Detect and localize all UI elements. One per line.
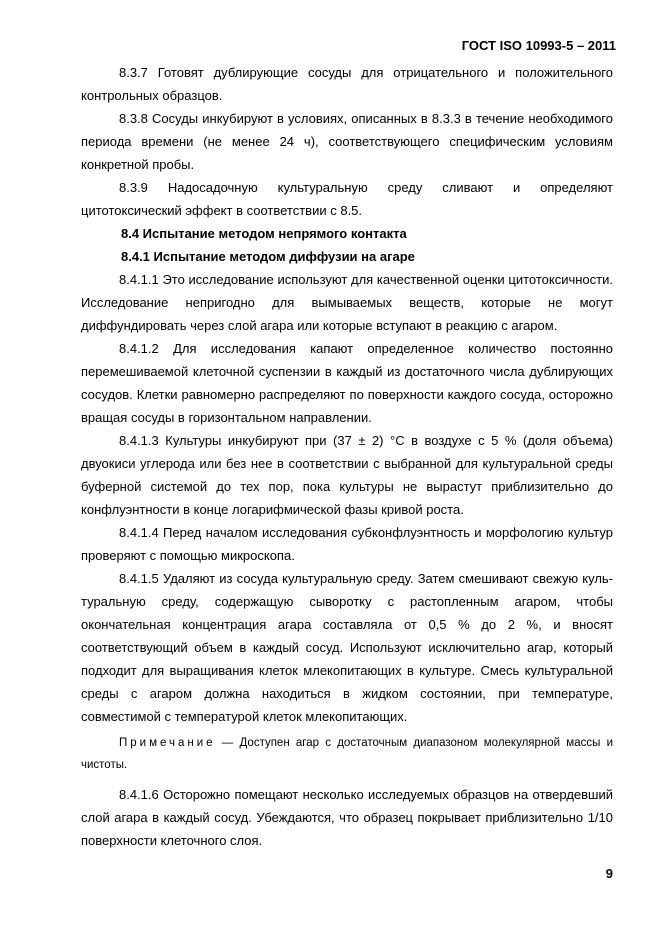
note (81, 732, 613, 776)
heading-8-4-1: 8.4.1 Испытание методом диффузии на агаре (121, 249, 415, 264)
note-text: — Доступен агар с достаточным диапазоном молекулярной массы и чистоты. (81, 737, 613, 771)
page-number: 9 (605, 866, 613, 881)
heading-8-4: 8.4 Испытание методом непрямого контакта (121, 226, 407, 241)
paragraph-8-4-1-5: 8.4.1.5 Удаляют из сосуда культуральную среду. Затем смешивают свежую куль-туральную среду, содержащую сыворотку с растопленным агаром, чтобы окончательная концентрация агара составляла от 0,5 % до 2 %, и вносят соответствующий объем в каждый сосуд. Используют исключительно агар, который подходит для выращивания клеток млекопитающих в культуре. Смесь культуральной среды с агаром должна находиться в жидком состоянии, при температуре, совместимой с температурой клеток млекопитающих. (81, 571, 613, 724)
paragraph-8-4-1-6: 8.4.1.6 Осторожно помещают несколько исследуемых образцов на отвердевший слой агара в каждый сосуд. Убеждаются, что образец покрывает приблизительно 1/10 поверхности клеточного слоя. (81, 787, 613, 848)
document-body (81, 61, 613, 852)
paragraph-8-4-1-2: 8.4.1.2 Для исследования капают определенное количество постоянно перемешиваемой клеточной суспензии в каждый из достаточного числа дублирующих сосудов. Клетки равномерно распределяют по поверхности каждого сосуда, осторожно вращая сосуды в горизонтальном направлении. (81, 341, 613, 425)
paragraph-8-3-7: 8.3.7 Готовят дублирующие сосуды для отрицательного и положительного контрольных образцов. (81, 65, 613, 103)
paragraph-8-4-1-3: 8.4.1.3 Культуры инкубируют при (37 ± 2) °С в воздухе с 5 % (доля объема) двуокиси углерода или без нее в соответствии с выбранной для культуральной среды буферной системой до тех пор, пока культуры не вырастут приблизительно до конфлуэнтности в конце логарифмической фазы кривой роста. (81, 433, 613, 517)
paragraph-8-4-1-4: 8.4.1.4 Перед началом исследования субконфлуэнтность и морфологию культур проверяют с помощью микроскопа. (81, 525, 613, 563)
document-header: ГОСТ ISO 10993-5 – 2011 (461, 38, 616, 53)
paragraph-8-4-1-1: 8.4.1.1 Это исследование используют для качественной оценки цитотоксичности. Исследование непригодно для вымываемых веществ, которые не могут диффундировать через слой агара или которые вступают в реакцию с агаром. (81, 272, 613, 333)
paragraph-8-3-9: 8.3.9 Надосадочную культуральную среду сливают и определяют цитотоксический эффект в соответствии с 8.5. (81, 180, 613, 218)
note-label: Примечание (119, 737, 216, 749)
paragraph-8-3-8: 8.3.8 Сосуды инкубируют в условиях, описанных в 8.3.3 в течение необходимого периода времени (не менее 24 ч), соответствующего специфическим условиям конкретной пробы. (81, 111, 613, 172)
